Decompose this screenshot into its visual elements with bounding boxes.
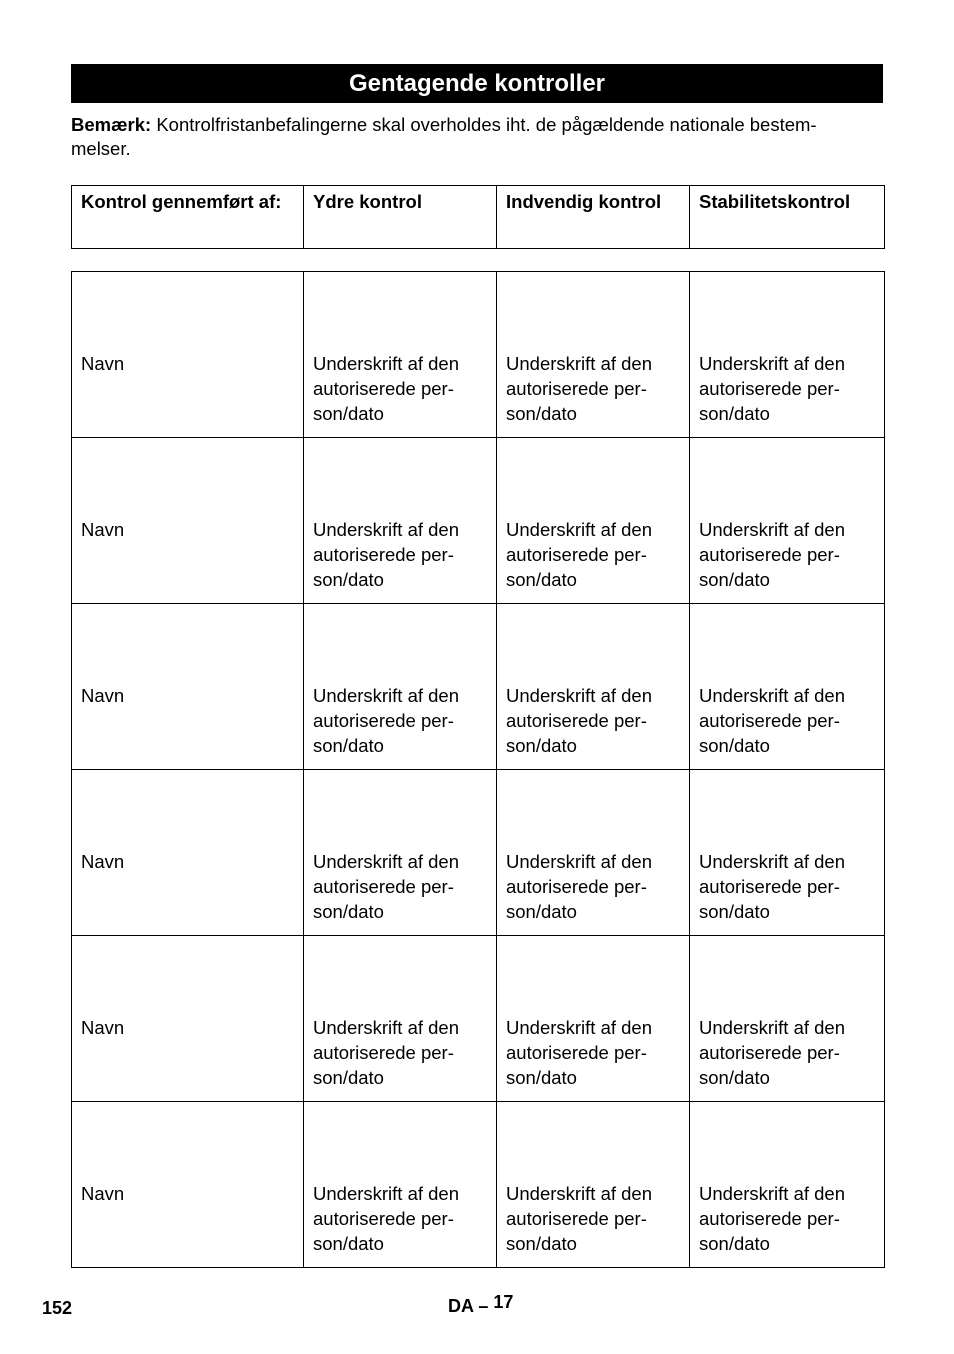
name-cell: Navn	[72, 438, 304, 604]
name-cell: Navn	[72, 770, 304, 936]
signature-label: Underskrift af den autoriserede per- son/dato	[506, 353, 653, 424]
header-internal-check: Indvendig kontrol	[497, 186, 690, 249]
signature-label: Underskrift af den autoriserede per- son/dato	[699, 685, 846, 756]
language-page-number: 17	[493, 1292, 514, 1312]
signature-cell	[304, 936, 497, 1102]
table-row	[72, 272, 885, 438]
signature-label: Underskrift af den autoriserede per- son/dato	[506, 1017, 653, 1088]
note-paragraph	[71, 113, 886, 161]
signature-label: Underskrift af den autoriserede per- son/dato	[699, 851, 846, 922]
signature-label: Underskrift af den autoriserede per- son/dato	[313, 1017, 460, 1088]
signature-cell	[497, 770, 690, 936]
name-cell: Navn	[72, 272, 304, 438]
signature-cell	[497, 604, 690, 770]
page-number: 152	[42, 1298, 73, 1318]
note-label: Bemærk:	[71, 114, 152, 135]
signature-label: Underskrift af den autoriserede per- son/dato	[506, 1183, 653, 1254]
name-cell: Navn	[72, 936, 304, 1102]
header-row	[72, 186, 885, 249]
signature-cell	[304, 1102, 497, 1268]
signature-cell	[690, 272, 885, 438]
signature-table	[71, 271, 885, 1268]
signature-cell	[304, 272, 497, 438]
signature-cell	[497, 936, 690, 1102]
table-row	[72, 604, 885, 770]
table-row	[72, 1102, 885, 1268]
header-external-check: Ydre kontrol	[304, 186, 497, 249]
name-cell: Navn	[72, 1102, 304, 1268]
table-row	[72, 936, 885, 1102]
language-page-label	[448, 1292, 514, 1317]
signature-label: Underskrift af den autoriserede per- son/dato	[699, 519, 846, 590]
signature-cell	[690, 438, 885, 604]
header-performed-by: Kontrol gennemført af:	[72, 186, 304, 249]
table-row	[72, 770, 885, 936]
signature-cell	[690, 770, 885, 936]
signature-label: Underskrift af den autoriserede per- son/dato	[699, 353, 846, 424]
language-label: DA –	[448, 1296, 489, 1316]
signature-label: Underskrift af den autoriserede per- son/dato	[313, 519, 460, 590]
signature-cell	[497, 272, 690, 438]
note-text: Kontrolfristanbefalingerne skal overholdes iht. de pågældende nationale bestem- melser.	[71, 114, 817, 159]
page-title: Gentagende kontroller	[71, 64, 883, 103]
signature-label: Underskrift af den autoriserede per- son/dato	[313, 685, 460, 756]
signature-cell	[690, 1102, 885, 1268]
signature-cell	[304, 770, 497, 936]
signature-label: Underskrift af den autoriserede per- son/dato	[313, 851, 460, 922]
signature-cell	[690, 936, 885, 1102]
signature-label: Underskrift af den autoriserede per- son/dato	[506, 685, 653, 756]
table-row	[72, 438, 885, 604]
name-cell: Navn	[72, 604, 304, 770]
signature-label: Underskrift af den autoriserede per- son/dato	[699, 1017, 846, 1088]
signature-label: Underskrift af den autoriserede per- son/dato	[313, 353, 460, 424]
signature-cell	[690, 604, 885, 770]
signature-cell	[497, 1102, 690, 1268]
signature-label: Underskrift af den autoriserede per- son/dato	[699, 1183, 846, 1254]
signature-label: Underskrift af den autoriserede per- son/dato	[313, 1183, 460, 1254]
header-table	[71, 185, 885, 249]
signature-cell	[497, 438, 690, 604]
signature-label: Underskrift af den autoriserede per- son/dato	[506, 519, 653, 590]
signature-cell	[304, 438, 497, 604]
signature-cell	[304, 604, 497, 770]
header-stability-check: Stabilitetskontrol	[690, 186, 885, 249]
signature-label: Underskrift af den autoriserede per- son/dato	[506, 851, 653, 922]
